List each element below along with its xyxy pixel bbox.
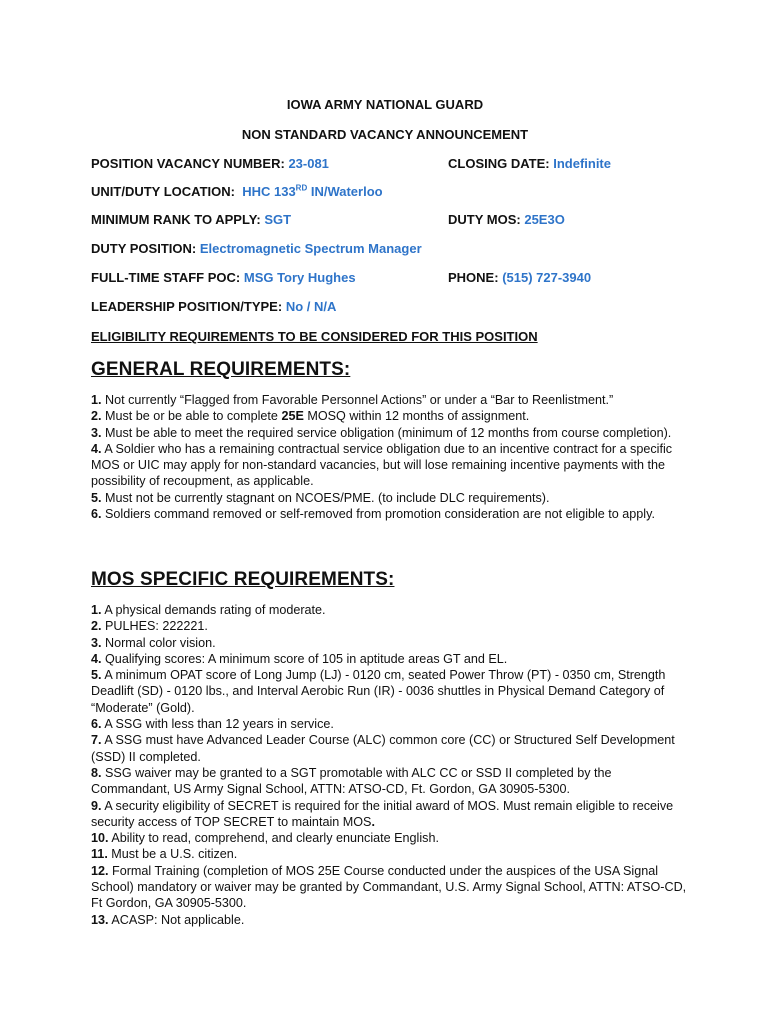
- poc-value: MSG Tory Hughes: [243, 270, 356, 285]
- list-item: 1. A physical demands rating of moderate.: [91, 603, 326, 617]
- list-item: 4. A Soldier who has a remaining contractual service obligation due to an incentive contract for a specific MOS or UIC may apply for non-standard vacancies, but will lose remaining incentive payments with the possibility of recoupment, as applicable.: [91, 441, 673, 489]
- list-item: 2. PULHES: 222221.: [91, 619, 208, 634]
- org-title: IOWA ARMY NATIONAL GUARD: [286, 97, 484, 112]
- list-item: 12. Formal Training (completion of MOS 25E Course conducted under the auspices of the USA Signal School) mandatory or waiver may be granted by Commandant, U.S. Army Signal School, ATTN: ATSO-CD, Ft Gordon, GA 30905-5300.: [91, 863, 687, 911]
- mos-requirements-list: [91, 602, 691, 928]
- closing-label: CLOSING DATE:: [448, 156, 550, 171]
- general-requirements-heading: GENERAL REQUIREMENTS:: [91, 359, 351, 380]
- doc-type-title: NON STANDARD VACANCY ANNOUNCEMENT: [241, 127, 529, 142]
- list-item: 4. Qualifying scores: A minimum score of 105 in aptitude areas GT and EL.: [91, 651, 508, 666]
- list-item: 8. SSG waiver may be granted to a SGT promotable with ALC CC or SSD II completed by the Commandant, US Army Signal School, ATTN: ATSO-CD, Ft. Gordon, GA 30905-5300.: [91, 765, 612, 797]
- duty-position: [91, 241, 422, 256]
- mos-requirements-heading: MOS SPECIFIC REQUIREMENTS:: [91, 569, 395, 590]
- general-requirements-list: [91, 392, 691, 522]
- unit-duty-location: [91, 184, 383, 199]
- list-item: 1. Not currently “Flagged from Favorable Personnel Actions” or under a “Bar to Reenlistment.”: [91, 393, 614, 407]
- closing-value: Indefinite: [553, 156, 611, 171]
- leadership-position: [91, 299, 336, 314]
- pvn-value: 23-081: [288, 156, 329, 171]
- leadership-label: LEADERSHIP POSITION/TYPE:: [91, 299, 283, 314]
- list-item: 11. Must be a U.S. citizen.: [91, 847, 238, 862]
- position-vacancy-number: [91, 156, 329, 171]
- position-label: DUTY POSITION:: [91, 241, 197, 256]
- list-item: 5. Must not be currently stagnant on NCOES/PME. (to include DLC requirements).: [91, 490, 550, 505]
- closing-date: [448, 156, 611, 171]
- duty-mos: [448, 212, 565, 227]
- rank-value: SGT: [264, 212, 292, 227]
- list-item: 6. Soldiers command removed or self-removed from promotion consideration are not eligible to apply.: [91, 507, 655, 522]
- mos-value: 25E3O: [524, 212, 565, 227]
- position-value: Electromagnetic Spectrum Manager: [199, 241, 422, 256]
- unit-label: UNIT/DUTY LOCATION:: [91, 184, 235, 199]
- list-item: 5. A minimum OPAT score of Long Jump (LJ) - 0120 cm, seated Power Throw (PT) - 0350 cm, Strength Deadlift (SD) - 0120 lbs., and Interval Aerobic Run (IR) - 0036 shuttles in Physical Demand Category of “Moderate” (Gold).: [91, 668, 666, 715]
- phone-value: (515) 727-3940: [502, 270, 592, 285]
- unit-value-location: IN/Waterloo: [307, 184, 383, 199]
- unit-value: [239, 184, 383, 199]
- poc-label: FULL-TIME STAFF POC:: [91, 270, 241, 285]
- list-item: 3. Must be able to meet the required service obligation (minimum of 12 months from course completion).: [91, 425, 672, 440]
- phone: [448, 270, 591, 285]
- unit-value-main: HHC 133: [242, 184, 296, 199]
- list-item: 6. A SSG with less than 12 years in service.: [91, 717, 334, 732]
- list-item: 9. A security eligibility of SECRET is required for the initial award of MOS. Must remain eligible to receive security access of TOP SECRET to maintain MOS.: [91, 798, 674, 829]
- staff-poc: [91, 270, 356, 285]
- unit-value-superscript: RD: [295, 183, 308, 193]
- list-item: 3. Normal color vision.: [91, 635, 216, 650]
- list-item: 7. A SSG must have Advanced Leader Course (ALC) common core (CC) or Structured Self Development (SSD) II completed.: [91, 733, 675, 764]
- eligibility-heading: ELIGIBILITY REQUIREMENTS TO BE CONSIDERED FOR THIS POSITION: [91, 329, 538, 344]
- mos-label: DUTY MOS:: [448, 212, 521, 227]
- list-item: 2. Must be or be able to complete 25E MOSQ within 12 months of assignment.: [91, 409, 530, 424]
- minimum-rank: [91, 212, 291, 227]
- leadership-value: No / N/A: [285, 299, 337, 314]
- list-item: 13. ACASP: Not applicable.: [91, 912, 245, 927]
- phone-label: PHONE:: [448, 270, 499, 285]
- pvn-label: POSITION VACANCY NUMBER:: [91, 156, 285, 171]
- rank-label: MINIMUM RANK TO APPLY:: [91, 212, 261, 227]
- list-item: 10. Ability to read, comprehend, and clearly enunciate English.: [91, 831, 439, 846]
